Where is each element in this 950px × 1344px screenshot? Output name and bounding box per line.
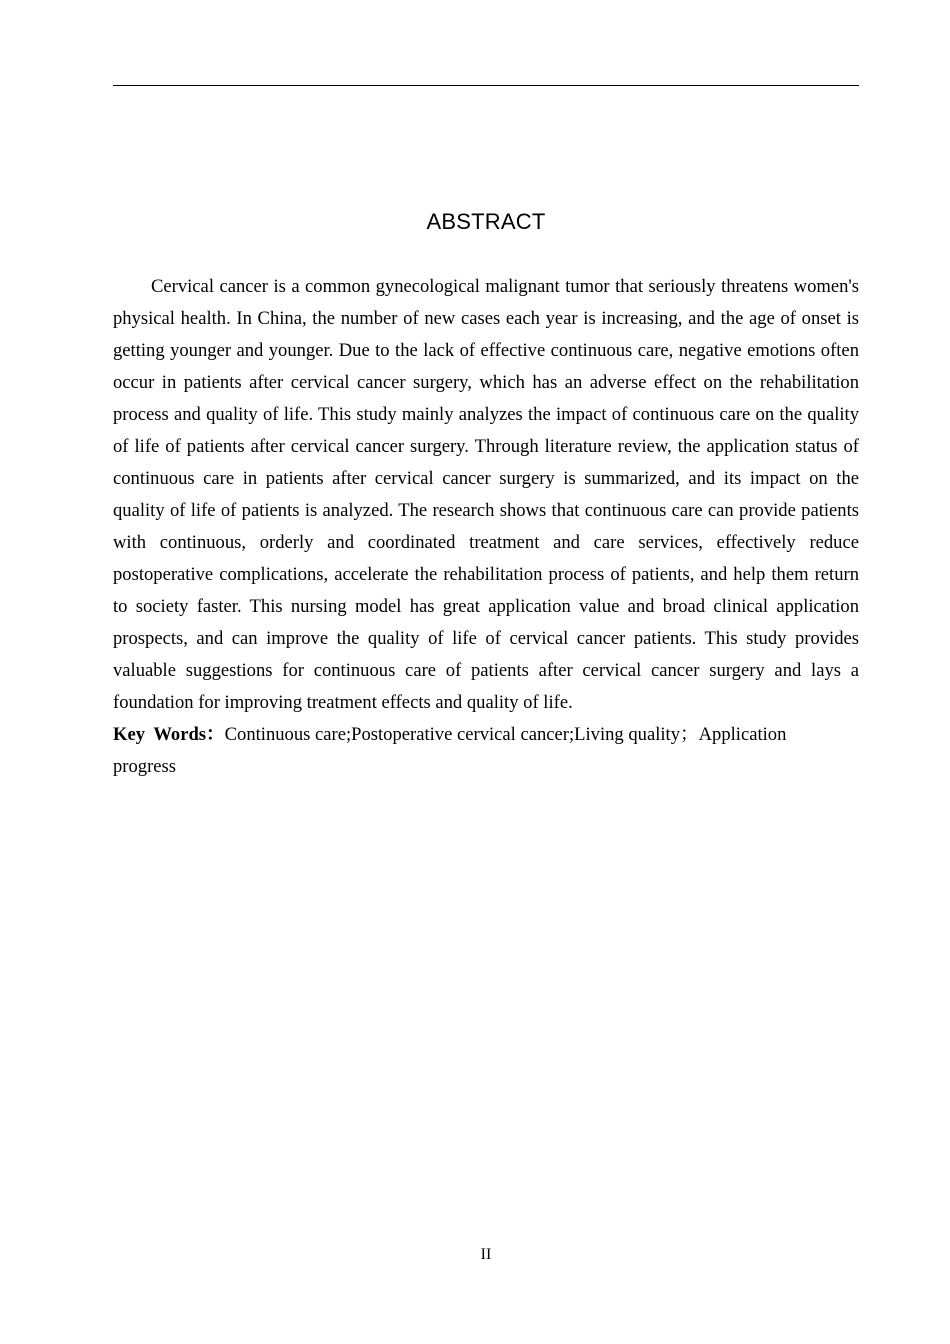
header-rule	[113, 85, 859, 86]
abstract-body: Cervical cancer is a common gynecological malignant tumor that seriously threatens women's physical health. In China, the number of new cases each year is increasing, and the age of onset is getting younger and younger. Due to the lack of effective continuous care, negative emotions often occur in patients after cervical cancer surgery, which has an adverse effect on the rehabilitation process and quality of life. This study mainly analyzes the impact of continuous care on the quality of life of patients after cervical cancer surgery. Through literature review, the application status of continuous care in patients after cervical cancer surgery is summarized, and its impact on the quality of life of patients is analyzed. The research shows that continuous care can provide patients with continuous, orderly and coordinated treatment and care services, effectively reduce postoperative complications, accelerate the rehabilitation process of patients, and help them return to society faster. This nursing model has great application value and broad clinical application prospects, and can improve the quality of life of cervical cancer patients. This study provides valuable suggestions for continuous care of patients after cervical cancer surgery and lays a foundation for improving treatment effects and quality of life.	[113, 276, 859, 713]
page-number: II	[480, 1246, 492, 1263]
keywords-text: Continuous care;Postoperative cervical cancer;Living quality；Application progress	[113, 724, 787, 777]
abstract-title: ABSTRACT	[426, 209, 546, 234]
keywords	[113, 719, 813, 783]
keywords-label: Key Words：	[113, 724, 225, 745]
